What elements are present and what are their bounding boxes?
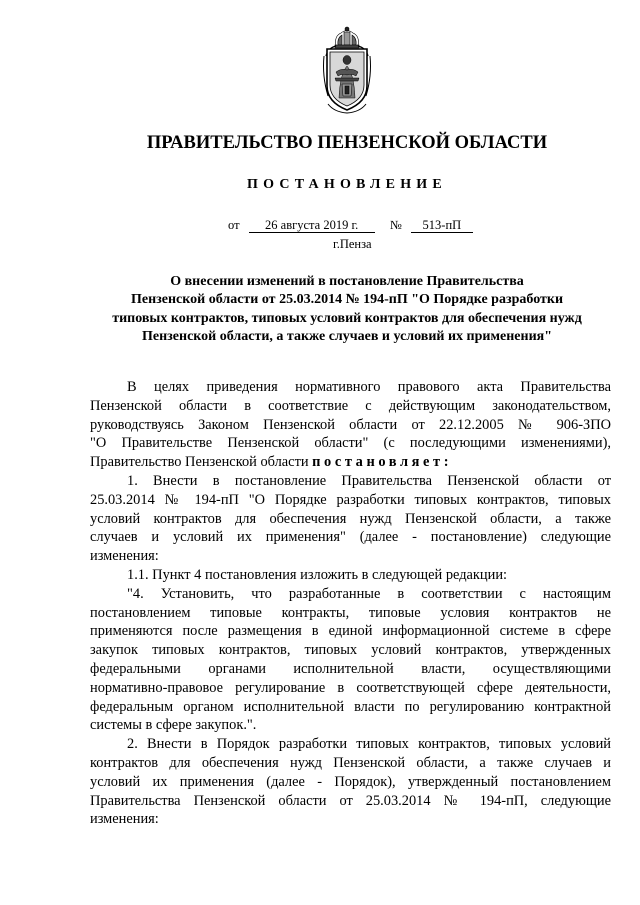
body-line: 1.1. Пункт 4 постановления изложить в следующей редакции: [127, 566, 508, 583]
body-line: "4. Установить, что разработанные в соответствии с настоящим [127, 585, 611, 602]
heading-line: О внесении изменений в постановление Правительства [170, 274, 524, 289]
body-line: закупок типовых контрактов, типовых условий контрактов, утвержденных [90, 642, 611, 659]
body-line: контрактов для обеспечения нужд Пензенской области, а также случаев и [90, 754, 611, 771]
resolution-word: постановляет: [312, 454, 453, 471]
coat-of-arms-icon [314, 26, 380, 114]
document-number: 513-пП [411, 218, 473, 233]
body-line: "О Правительстве Пензенской области" (с последующими изменениями), [90, 435, 611, 452]
document-date: 26 августа 2019 г. [249, 218, 375, 233]
body-line: 2. Внести в Порядок разработки типовых контрактов, типовых условий [127, 736, 611, 753]
heading-line: Пензенской области от 25.03.2014 № 194-пП "О Порядке разработки [130, 292, 564, 308]
body-line: федеральным органом исполнительной власти по регулированию контрактной [90, 698, 611, 715]
body-line [90, 453, 611, 472]
body-line: 25.03.2014 № 194-пП "О Порядке разработки типовых контрактов, типовых [90, 491, 611, 508]
body-line: 1. Внести в постановление Правительства Пензенской области от [127, 472, 611, 489]
date-number-line [228, 218, 473, 233]
body-line: Пензенской области в соответствие с действующим законодательством, [90, 397, 611, 414]
heading-line: типовых контрактов, типовых условий контрактов для обеспечения нужд [112, 310, 582, 326]
body-line: постановлением типовые контракты, типовые условия контрактов не [90, 604, 611, 621]
body-line: Правительства Пензенской области от 25.03.2014 № 194-пП, следующие [90, 792, 611, 809]
body-line: изменения: [90, 811, 159, 828]
date-prefix: от [228, 218, 240, 232]
city: г.Пенза [333, 237, 372, 251]
body-line: нормативно-правовое регулирование в соответствующей сфере деятельности, [90, 679, 611, 696]
body-line: системы в сфере закупок.". [90, 717, 257, 734]
body-line: условий их применения (далее - Порядок), утвержденный постановлением [90, 773, 611, 790]
body-line: случаев и условий их применения" (далее - постановление) следующие [90, 529, 611, 546]
heading-line: Пензенской области, а также случаев и условий их применения" [142, 329, 552, 345]
body-line: условий контрактов для обеспечения нужд Пензенской области, а также [90, 510, 611, 527]
government-title: ПРАВИТЕЛЬСТВО ПЕНЗЕНСКОЙ ОБЛАСТИ [146, 133, 548, 153]
body-line: федеральными органами исполнительной власти, осуществляющими [90, 660, 611, 677]
body-line: применяются после размещения в единой информационной системе в сфере [90, 623, 611, 640]
body-line: В целях приведения нормативного правового акта Правительства [127, 379, 611, 395]
document-type: ПОСТАНОВЛЕНИЕ [247, 177, 447, 192]
body-line: изменения: [90, 548, 159, 565]
body-text: Правительство Пензенской области [90, 454, 313, 471]
number-sign: № [389, 218, 402, 232]
body-line: руководствуясь Законом Пензенской области от 22.12.2005 № 906-ЗПО [90, 416, 611, 433]
document-heading [80, 273, 614, 347]
document-body [90, 378, 611, 829]
